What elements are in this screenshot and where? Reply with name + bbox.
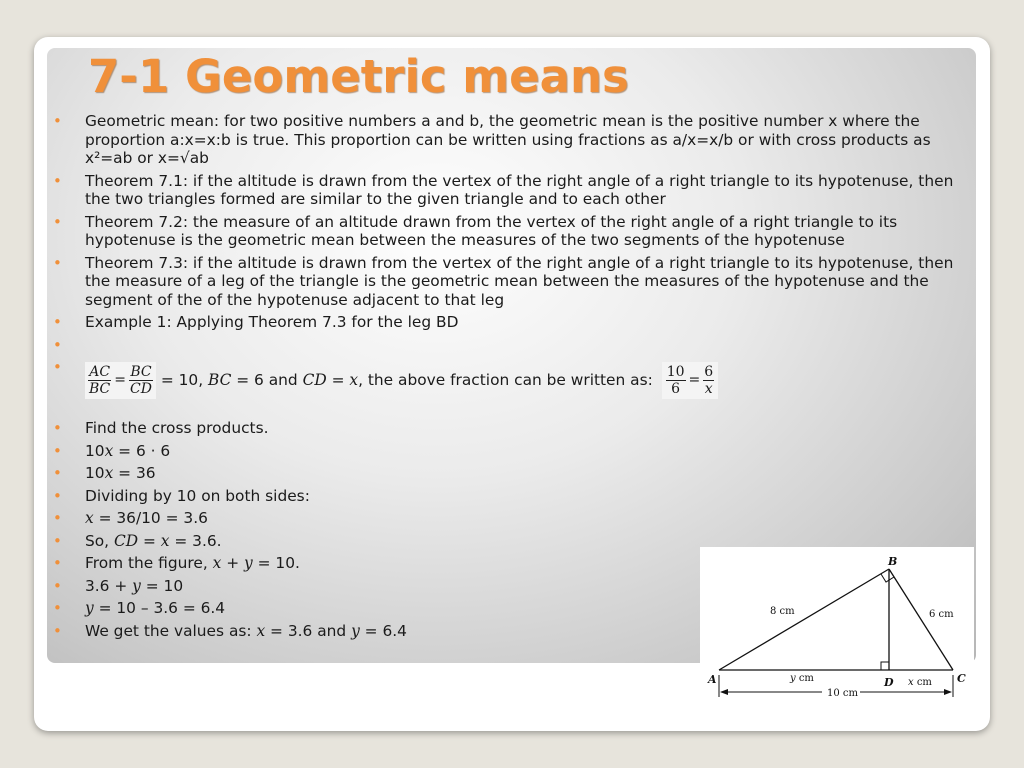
step-var: x xyxy=(160,531,170,550)
formula-text-2: = 6 and xyxy=(231,370,303,389)
step-text: = 6 · 6 xyxy=(113,441,171,460)
step-var: x xyxy=(85,509,94,527)
step-var: x xyxy=(256,621,266,640)
substituted-equation xyxy=(662,362,718,399)
step-text: = 3.6. xyxy=(169,531,222,550)
step-var: CD xyxy=(113,531,139,550)
segment-ad-label xyxy=(789,673,814,684)
proportion-equation xyxy=(85,362,156,399)
fraction-6-x xyxy=(703,364,714,397)
bullet-example-1: • Example 1: Applying Theorem 7.3 for the leg BD xyxy=(53,313,963,332)
var-x: x xyxy=(349,370,359,389)
step-var: x xyxy=(212,554,222,572)
step-text: Dividing by 10 on both sides: xyxy=(85,486,310,505)
segment-ad-var: y xyxy=(790,673,796,684)
formula-text-4: , the above fraction can be written as: xyxy=(358,370,658,389)
step-text: = 10. xyxy=(252,554,300,572)
formula-text-1: = 10, xyxy=(155,370,208,389)
step-var: y xyxy=(85,599,94,617)
fraction-denominator: 6 xyxy=(671,380,681,397)
step-multiply xyxy=(53,442,963,461)
side-ab-length: 8 cm xyxy=(770,606,795,617)
step-var: y xyxy=(244,554,253,572)
base-length: 10 cm xyxy=(827,688,858,699)
fraction-numerator: • AC xyxy=(89,363,111,380)
bullet-theorem-7-2: • Theorem 7.2: the measure of an altitude drawn from the vertex of the right angle of a right triangle to its hypotenuse is the geometric mean between the measures of the two segments of the hypotenuse xyxy=(53,213,963,250)
step-text: 3.6 + xyxy=(85,576,133,595)
fraction-denominator: x xyxy=(704,380,713,397)
step-text: = 10 – 3.6 = 6.4 xyxy=(93,599,226,617)
step-text: 10 xyxy=(85,464,105,482)
step-text: = 36 xyxy=(113,464,156,482)
side-ab xyxy=(719,569,889,670)
right-angle-mark-b xyxy=(881,574,894,582)
step-text: = 36/10 = 3.6 xyxy=(93,509,208,527)
arrow-right xyxy=(944,689,952,695)
triangle-figure xyxy=(700,547,974,707)
segment-dc-unit: cm xyxy=(913,677,932,688)
fraction-denominator: CD xyxy=(130,380,152,397)
fraction-ac-bc xyxy=(88,364,111,397)
step-text: We get the values as: xyxy=(85,621,257,640)
step-text: Find the cross products. xyxy=(85,419,269,437)
segment-ad-unit: cm xyxy=(795,673,814,684)
step-text: = 3.6 and xyxy=(265,621,352,640)
arrow-left xyxy=(720,689,728,695)
step-var: y xyxy=(132,576,141,595)
step-text: So, xyxy=(85,531,114,550)
equals-sign: = xyxy=(114,371,126,388)
step-equation xyxy=(53,464,963,483)
step-text: = 10 xyxy=(140,576,184,595)
step-text: 10 xyxy=(85,441,105,460)
bullet-geometric-mean: • Geometric mean: for two positive numbers a and b, the geometric mean is the positive number x where the proportion a:x=x:b is true. This proportion can be written using fractions as a/x=x/b or with cross products as x²=ab or x=√ab xyxy=(53,112,963,168)
fraction-10-6 xyxy=(666,364,686,397)
segment-dc-var: x xyxy=(908,677,914,688)
fraction-numerator: 6 xyxy=(704,363,714,380)
slide-title: 7-1 Geometric means xyxy=(88,50,629,103)
step-var: x xyxy=(104,464,114,482)
fraction-numerator: BC xyxy=(130,363,152,380)
equals-sign: = xyxy=(688,371,701,388)
vertex-a-label: A xyxy=(708,673,717,686)
step-text: From the figure, xyxy=(85,554,213,572)
right-angle-mark-d xyxy=(881,662,889,670)
step-var: y xyxy=(351,621,360,640)
var-bc: BC xyxy=(208,370,232,389)
side-bc-length: 6 cm xyxy=(929,609,954,620)
fraction-numerator: 10 xyxy=(666,363,685,380)
var-cd: CD xyxy=(302,370,327,389)
bullet-empty xyxy=(53,336,963,355)
step-text: = 6.4 xyxy=(359,621,407,640)
bullet-theorem-7-1: • Theorem 7.1: if the altitude is drawn from the vertex of the right angle of a right triangle to its hypotenuse, then the two triangles formed are similar to the given triangle and to each other xyxy=(53,172,963,209)
bullet-formula xyxy=(53,358,963,402)
step-x-value xyxy=(53,509,963,528)
segment-dc-label xyxy=(908,677,932,688)
formula-text-3: = xyxy=(326,370,350,389)
triangle-diagram xyxy=(700,547,974,707)
vertex-d-label: D xyxy=(884,676,894,689)
step-cross-products xyxy=(53,419,963,438)
fraction-bc-cd xyxy=(129,364,153,397)
step-var: x xyxy=(104,441,114,460)
bullet-theorem-7-3: • Theorem 7.3: if the altitude is drawn from the vertex of the right angle of a right triangle to its hypotenuse, then the measure of a leg of the triangle is the geometric mean between the measures of the hypotenuse and the segment of the of the hypotenuse adjacent to that leg xyxy=(53,254,963,310)
step-text: = xyxy=(138,531,161,550)
vertex-b-label: B xyxy=(888,555,898,568)
step-divide xyxy=(53,487,963,506)
fraction-denominator: BC xyxy=(89,380,111,397)
vertex-c-label: C xyxy=(957,672,966,685)
step-text: + xyxy=(221,554,245,572)
